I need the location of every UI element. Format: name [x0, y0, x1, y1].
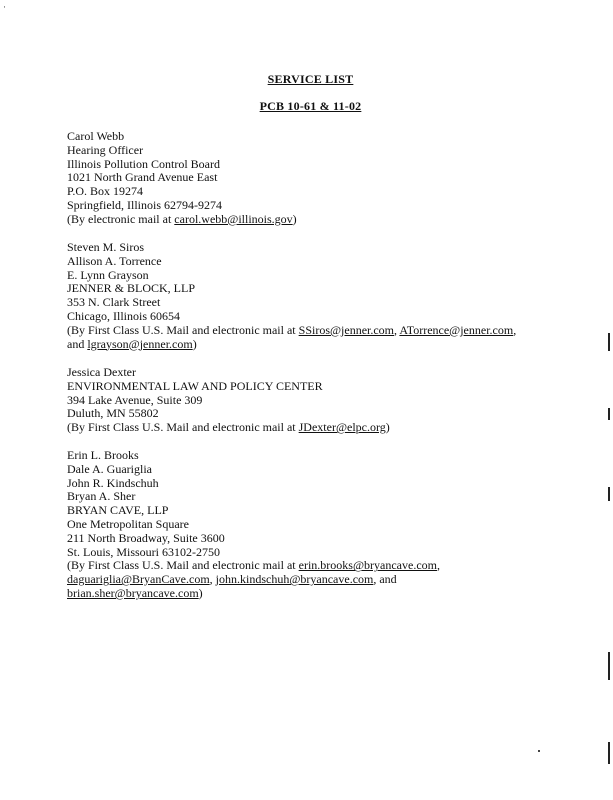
email-link[interactable]: lgrayson@jenner.com	[87, 336, 193, 351]
email-link[interactable]: brian.sher@bryancave.com	[67, 585, 199, 600]
note-text: )	[292, 211, 297, 226]
delivery-note	[67, 559, 587, 573]
delivery-note	[67, 587, 587, 601]
email-link[interactable]: john.kindschuh@bryancave.com	[215, 572, 374, 587]
entry-line: 1021 North Grand Avenue East	[67, 170, 218, 185]
delivery-note	[67, 213, 587, 227]
entry-line: Chicago, Illinois 60654	[67, 308, 180, 323]
note-text: )	[192, 336, 197, 351]
entry-line: JENNER & BLOCK, LLP	[67, 281, 196, 296]
email-link[interactable]: daguariglia@BryanCave.com	[67, 572, 210, 587]
entry-line: ENVIRONMENTAL LAW AND POLICY CENTER	[67, 378, 323, 393]
service-entry-jenner	[67, 241, 587, 351]
entry-line: Jessica Dexter	[67, 365, 136, 379]
entry-line: BRYAN CAVE, LLP	[67, 503, 169, 518]
note-text: )	[385, 420, 390, 435]
note-text: ,	[436, 558, 440, 573]
scan-artifact	[608, 333, 610, 351]
email-link[interactable]: SSiros@jenner.com	[298, 322, 395, 337]
corner-scan-mark: ·	[3, 2, 6, 12]
entry-line: 211 North Broadway, Suite 3600	[67, 530, 225, 545]
note-text: (By First Class U.S. Mail and electronic mail at	[67, 420, 299, 435]
scan-artifact	[608, 487, 610, 501]
entry-line: St. Louis, Missouri 63102-2750	[67, 544, 221, 559]
note-text: and	[67, 336, 88, 351]
delivery-note	[67, 573, 587, 587]
scan-artifact	[608, 652, 610, 680]
document-title: SERVICE LIST	[267, 72, 354, 86]
delivery-note	[67, 324, 587, 338]
scan-artifact	[538, 750, 540, 752]
entry-line: Hearing Officer	[67, 142, 144, 157]
entry-line: Springfield, Illinois 62794-9274	[67, 197, 222, 212]
note-text: )	[198, 585, 203, 600]
entry-line: Duluth, MN 55802	[67, 406, 159, 421]
entry-line: One Metropolitan Square	[67, 516, 189, 531]
entry-line: Bryan A. Sher	[67, 489, 136, 504]
entry-line: Erin L. Brooks	[67, 448, 139, 462]
note-text: ,	[209, 572, 216, 587]
scan-artifact	[608, 408, 610, 420]
delivery-note	[67, 338, 587, 352]
entry-line: 394 Lake Avenue, Suite 309	[67, 392, 203, 407]
note-text: , and	[373, 572, 397, 587]
email-link[interactable]: erin.brooks@bryancave.com	[298, 558, 437, 573]
entry-line: Carol Webb	[67, 129, 125, 143]
note-text: ,	[513, 322, 517, 337]
entry-line: Illinois Pollution Control Board	[67, 156, 221, 171]
email-link[interactable]: carol.webb@illinois.gov	[174, 211, 293, 226]
entry-line: Allison A. Torrence	[67, 253, 162, 268]
scan-artifact	[608, 742, 610, 764]
note-text: (By First Class U.S. Mail and electronic mail at	[67, 558, 299, 573]
note-text: ,	[394, 322, 400, 337]
service-entry-elpc	[67, 366, 587, 435]
email-link[interactable]: JDexter@elpc.org	[298, 420, 386, 435]
entry-line: E. Lynn Grayson	[67, 267, 149, 282]
email-link[interactable]: ATorrence@jenner.com	[399, 322, 514, 337]
entry-line: John R. Kindschuh	[67, 475, 159, 490]
service-entry-webb	[67, 130, 587, 227]
entry-line: 353 N. Clark Street	[67, 295, 161, 310]
note-text: (By First Class U.S. Mail and electronic mail at	[67, 322, 299, 337]
delivery-note	[67, 421, 587, 435]
entry-line: P.O. Box 19274	[67, 184, 144, 199]
entry-line: Steven M. Siros	[67, 240, 145, 254]
note-text: (By electronic mail at	[67, 211, 175, 226]
service-entry-bryan-cave	[67, 449, 587, 601]
document-subtitle: PCB 10-61 & 11-02	[259, 99, 362, 113]
entry-line: Dale A. Guariglia	[67, 461, 152, 476]
